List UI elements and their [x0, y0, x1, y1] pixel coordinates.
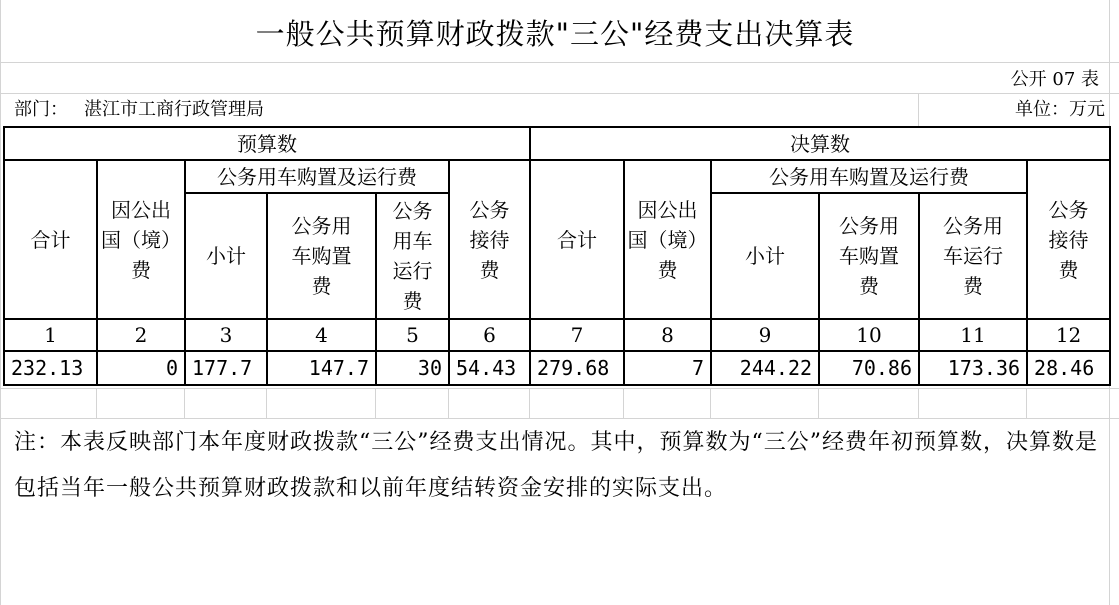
- budget-group-header: 预算数: [4, 127, 530, 160]
- final-reception-value: 28.46: [1027, 351, 1110, 385]
- budget-subtotal-value: 177.7: [185, 351, 267, 385]
- column-number: 1: [4, 319, 97, 351]
- final-vehicle-operation-value: 173.36: [919, 351, 1027, 385]
- gridline: [266, 388, 267, 418]
- gridline: [918, 93, 919, 126]
- budget-total-header: 合计: [4, 160, 97, 319]
- budget-abroad-value: 0: [97, 351, 185, 385]
- budget-vehicle-group-header: 公务用车购置及运行费: [185, 160, 449, 193]
- gridline: [918, 388, 919, 418]
- final-subtotal-value: 244.22: [711, 351, 819, 385]
- final-total-value: 279.68: [530, 351, 624, 385]
- final-total-header: 合计: [530, 160, 624, 319]
- column-number: 8: [624, 319, 711, 351]
- column-number: 4: [267, 319, 376, 351]
- final-subtotal-header: 小计: [711, 193, 819, 319]
- gridline: [0, 418, 1119, 419]
- column-number: 7: [530, 319, 624, 351]
- budget-total-value: 232.13: [4, 351, 97, 385]
- budget-reception-value: 54.43: [449, 351, 530, 385]
- value-row: [4, 351, 1110, 385]
- final-vehicle-purchase-value: 70.86: [819, 351, 919, 385]
- gridline: [1026, 388, 1027, 418]
- gridline: [0, 62, 1119, 63]
- column-number-row: [4, 319, 1110, 351]
- final-abroad-header: 因公出 国（境） 费: [624, 160, 711, 319]
- gridline: [375, 388, 376, 418]
- gridline: [0, 0, 1, 605]
- final-reception-header: 公务 接待 费: [1027, 160, 1110, 319]
- column-number: 5: [376, 319, 449, 351]
- department-label: 部门：: [14, 99, 68, 120]
- column-number: 9: [711, 319, 819, 351]
- unit-label: 单位：万元: [1015, 99, 1105, 120]
- gridline: [710, 388, 711, 418]
- budget-vehicle-purchase-header: 公务用 车购置 费: [267, 193, 376, 319]
- form-code: 公开 07 表: [1010, 69, 1099, 90]
- gridline: [818, 388, 819, 418]
- column-number: 6: [449, 319, 530, 351]
- column-number: 2: [97, 319, 185, 351]
- budget-abroad-header: 因公出 国（境） 费: [97, 160, 185, 319]
- budget-subtotal-header: 小计: [185, 193, 267, 319]
- final-abroad-value: 7: [624, 351, 711, 385]
- table-note: 注：本表反映部门本年度财政拨款“三公”经费支出情况。其中，预算数为“三公”经费年初预算数，决算数是包括当年一般公共预算财政拨款和以前年度结转资金安排的实际支出。: [14, 430, 1098, 501]
- budget-vehicle-operation-header: 公务 用车 运行 费: [376, 193, 449, 319]
- column-number: 3: [185, 319, 267, 351]
- expenditure-table: [3, 126, 1111, 386]
- gridline: [623, 388, 624, 418]
- budget-vehicle-purchase-value: 147.7: [267, 351, 376, 385]
- budget-reception-header: 公务 接待 费: [449, 160, 530, 319]
- column-number: 12: [1027, 319, 1110, 351]
- final-group-header: 决算数: [530, 127, 1110, 160]
- column-number: 11: [919, 319, 1027, 351]
- final-vehicle-purchase-header: 公务用 车购置 费: [819, 193, 919, 319]
- column-number: 10: [819, 319, 919, 351]
- gridline: [0, 93, 1119, 94]
- gridline: [0, 388, 1119, 389]
- budget-vehicle-operation-value: 30: [376, 351, 449, 385]
- department-name: 湛江市工商行政管理局: [84, 99, 264, 120]
- final-vehicle-operation-header: 公务用 车运行 费: [919, 193, 1027, 319]
- gridline: [184, 388, 185, 418]
- page-title: 一般公共预算财政拨款"三公"经费支出决算表: [255, 17, 855, 51]
- gridline: [96, 388, 97, 418]
- gridline: [448, 388, 449, 418]
- final-vehicle-group-header: 公务用车购置及运行费: [711, 160, 1027, 193]
- gridline: [529, 388, 530, 418]
